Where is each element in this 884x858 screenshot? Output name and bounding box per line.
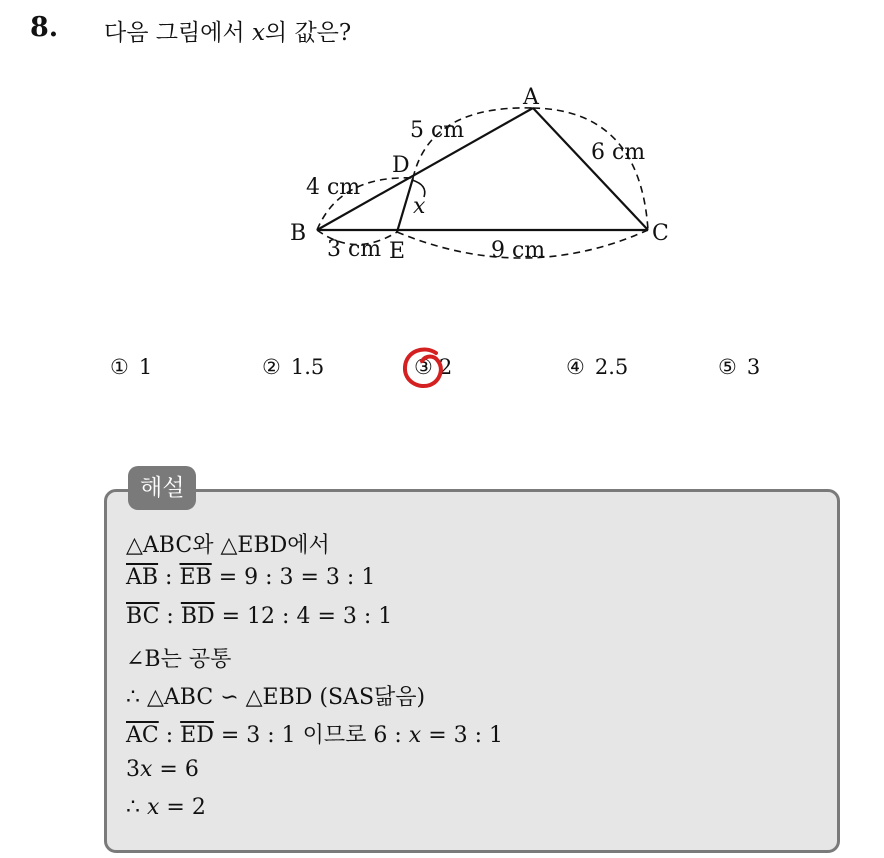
segment-eb: $\overline{EB}$: [179, 565, 212, 590]
choice-mark: ⑤: [718, 355, 737, 379]
colon: :: [158, 723, 181, 748]
choice-4[interactable]: [566, 355, 628, 379]
length-db: 4 cm: [306, 175, 361, 200]
side-ac: [533, 108, 648, 230]
variable-x: x: [147, 795, 160, 820]
question-text-after: 의 값은?: [264, 20, 352, 46]
length-ac: 6 cm: [591, 140, 646, 165]
length-be: 3 cm: [327, 237, 382, 262]
choice-2[interactable]: [262, 355, 324, 379]
choice-mark: ①: [110, 355, 129, 379]
label-b: B: [290, 221, 307, 246]
question-text-before: 다음 그림에서: [104, 20, 252, 46]
variable-x: x: [140, 757, 153, 782]
segment-bd: $\overline{BD}$: [180, 604, 215, 629]
choice-mark: ②: [262, 355, 281, 379]
triangle-figure: [270, 80, 690, 280]
choice-value: 2.5: [594, 355, 629, 379]
colon: :: [159, 604, 181, 629]
answer-rhs: = 2: [159, 795, 206, 820]
question-number: 8.: [30, 12, 59, 43]
choice-5[interactable]: [718, 355, 760, 379]
segment-ed: $\overline{ED}$: [180, 723, 214, 748]
question-text: [104, 14, 351, 47]
variable-x: x: [408, 723, 422, 748]
ratio: = 12 : 4 = 3 : 1: [214, 604, 393, 629]
segment-de: [397, 178, 413, 232]
ratio-end: = 3 : 1: [421, 723, 504, 748]
question-variable: x: [251, 20, 265, 46]
solution-line-3: [126, 604, 392, 629]
length-ad: 5 cm: [410, 118, 465, 143]
choice-1[interactable]: [110, 355, 152, 379]
label-c: C: [652, 221, 669, 246]
length-de: x: [413, 194, 426, 219]
choice-value: 1.5: [290, 355, 325, 379]
segment-ab: $\overline{AB}$: [126, 565, 159, 590]
solution-line-1: [126, 528, 330, 559]
label-d: D: [392, 153, 410, 178]
therefore: ∴: [126, 795, 147, 820]
coefficient: 3: [126, 757, 140, 782]
choice-mark: ③: [414, 355, 433, 379]
solution-line-4: [126, 642, 231, 673]
answer-circle-stroke: [405, 349, 441, 386]
segment-ac: $\overline{AC}$: [126, 723, 159, 748]
segment-bc: $\overline{BC}$: [126, 604, 160, 629]
choice-value: 3: [746, 355, 761, 379]
solution-line-7: [126, 757, 199, 782]
solution-line-4-a: ∠B는 공통: [126, 647, 232, 672]
ratio-text: = 3 : 1 이므로 6 :: [213, 723, 409, 748]
choice-mark: ④: [566, 355, 585, 379]
answer-circle-mark: [400, 345, 453, 391]
solution-line-5: [126, 680, 425, 711]
solution-tag: 해설: [128, 466, 196, 510]
ratio: = 9 : 3 = 3 : 1: [211, 565, 376, 590]
equation-rhs: = 6: [152, 757, 199, 782]
length-ec: 9 cm: [491, 238, 546, 263]
solution-line-5-a: ∴ △ABC ∽ △EBD (SAS닮음): [126, 685, 426, 710]
solution-line-8: [126, 795, 206, 820]
solution-line-2: [126, 565, 375, 590]
label-a: A: [523, 85, 539, 110]
colon: :: [158, 565, 180, 590]
solution-line-1-a: △ABC와 △EBD에서: [126, 533, 330, 558]
choice-value: 1: [138, 355, 153, 379]
label-e: E: [389, 239, 406, 264]
solution-line-6: [126, 718, 503, 749]
choice-value: 2: [438, 355, 453, 379]
